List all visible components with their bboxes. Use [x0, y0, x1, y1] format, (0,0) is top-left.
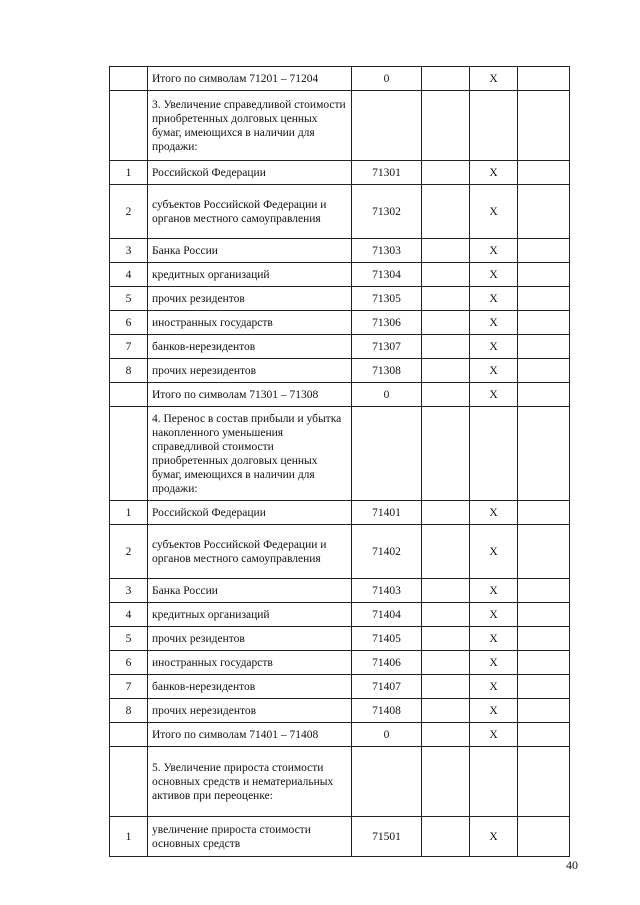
row-name: иностранных государств [148, 651, 352, 675]
row-code [352, 747, 422, 817]
empty-cell [422, 651, 470, 675]
row-code: 71407 [352, 675, 422, 699]
table-row [110, 817, 570, 857]
row-x-mark: X [470, 359, 518, 383]
empty-cell [518, 239, 570, 263]
empty-cell [518, 817, 570, 857]
row-code: 71302 [352, 185, 422, 239]
empty-cell [422, 723, 470, 747]
row-code: 0 [352, 383, 422, 407]
row-code: 71305 [352, 287, 422, 311]
row-x-mark: X [470, 525, 518, 579]
table-row [110, 675, 570, 699]
empty-cell [518, 579, 570, 603]
empty-cell [422, 579, 470, 603]
row-x-mark [470, 91, 518, 161]
table-body [110, 67, 570, 857]
empty-cell [422, 383, 470, 407]
row-x-mark: X [470, 311, 518, 335]
empty-cell [518, 603, 570, 627]
empty-cell [518, 359, 570, 383]
table-row [110, 185, 570, 239]
row-code: 0 [352, 723, 422, 747]
symbols-table [109, 66, 570, 857]
row-code: 71306 [352, 311, 422, 335]
total-row [110, 723, 570, 747]
empty-cell [422, 675, 470, 699]
table-row [110, 651, 570, 675]
row-number: 3 [110, 579, 148, 603]
row-x-mark: X [470, 627, 518, 651]
row-name: иностранных государств [148, 311, 352, 335]
row-name: 4. Перенос в состав прибыли и убытка накопленного уменьшения справедливой стоимости приобретенных долговых ценных бумаг, имеющихся в наличии для продажи: [148, 407, 352, 501]
row-code: 71308 [352, 359, 422, 383]
row-number [110, 407, 148, 501]
row-number: 8 [110, 699, 148, 723]
row-x-mark: X [470, 287, 518, 311]
row-x-mark: X [470, 383, 518, 407]
table-row [110, 263, 570, 287]
row-name: 3. Увеличение справедливой стоимости приобретенных долговых ценных бумаг, имеющихся в наличии для продажи: [148, 91, 352, 161]
table-row [110, 287, 570, 311]
row-x-mark: X [470, 603, 518, 627]
empty-cell [518, 525, 570, 579]
row-name: увеличение прироста стоимости основных средств [148, 817, 352, 857]
empty-cell [422, 311, 470, 335]
row-name: Банка России [148, 239, 352, 263]
row-code: 71406 [352, 651, 422, 675]
empty-cell [422, 335, 470, 359]
row-name: Банка России [148, 579, 352, 603]
empty-cell [422, 185, 470, 239]
row-x-mark [470, 407, 518, 501]
row-number: 8 [110, 359, 148, 383]
empty-cell [422, 263, 470, 287]
empty-cell [422, 67, 470, 91]
empty-cell [518, 723, 570, 747]
row-code: 71403 [352, 579, 422, 603]
empty-cell [518, 699, 570, 723]
row-x-mark: X [470, 185, 518, 239]
row-number: 4 [110, 603, 148, 627]
row-x-mark: X [470, 675, 518, 699]
empty-cell [518, 747, 570, 817]
row-x-mark: X [470, 335, 518, 359]
table-row [110, 335, 570, 359]
empty-cell [518, 287, 570, 311]
row-number: 2 [110, 185, 148, 239]
empty-cell [518, 161, 570, 185]
row-x-mark: X [470, 723, 518, 747]
empty-cell [422, 817, 470, 857]
empty-cell [422, 603, 470, 627]
row-number: 7 [110, 675, 148, 699]
row-code [352, 91, 422, 161]
row-code: 71501 [352, 817, 422, 857]
table-row [110, 579, 570, 603]
row-name: кредитных организаций [148, 263, 352, 287]
row-x-mark: X [470, 161, 518, 185]
row-x-mark: X [470, 579, 518, 603]
empty-cell [518, 185, 570, 239]
row-code: 71404 [352, 603, 422, 627]
row-name: прочих резидентов [148, 627, 352, 651]
empty-cell [422, 91, 470, 161]
row-number: 1 [110, 161, 148, 185]
row-name: субъектов Российской Федерации и органов местного самоуправления [148, 525, 352, 579]
row-number: 7 [110, 335, 148, 359]
empty-cell [518, 335, 570, 359]
empty-cell [518, 651, 570, 675]
empty-cell [422, 161, 470, 185]
empty-cell [422, 287, 470, 311]
table-row [110, 699, 570, 723]
table-row [110, 311, 570, 335]
row-code: 71405 [352, 627, 422, 651]
row-code: 71301 [352, 161, 422, 185]
row-number: 2 [110, 525, 148, 579]
empty-cell [422, 407, 470, 501]
row-name: Российской Федерации [148, 501, 352, 525]
row-number [110, 383, 148, 407]
section-row [110, 91, 570, 161]
section-row [110, 407, 570, 501]
row-x-mark: X [470, 817, 518, 857]
row-code [352, 407, 422, 501]
table-row [110, 239, 570, 263]
row-number: 3 [110, 239, 148, 263]
row-number: 1 [110, 817, 148, 857]
total-row [110, 383, 570, 407]
empty-cell [422, 627, 470, 651]
row-x-mark [470, 747, 518, 817]
row-x-mark: X [470, 501, 518, 525]
row-number [110, 91, 148, 161]
empty-cell [422, 359, 470, 383]
empty-cell [518, 407, 570, 501]
section-row [110, 747, 570, 817]
empty-cell [518, 627, 570, 651]
row-x-mark: X [470, 699, 518, 723]
row-number: 4 [110, 263, 148, 287]
row-code: 71402 [352, 525, 422, 579]
total-row [110, 67, 570, 91]
row-code: 71303 [352, 239, 422, 263]
row-name: Российской Федерации [148, 161, 352, 185]
row-code: 0 [352, 67, 422, 91]
row-number: 1 [110, 501, 148, 525]
row-number: 6 [110, 651, 148, 675]
empty-cell [422, 699, 470, 723]
row-name: кредитных организаций [148, 603, 352, 627]
row-name: банков-нерезидентов [148, 675, 352, 699]
empty-cell [518, 675, 570, 699]
empty-cell [518, 311, 570, 335]
row-name: прочих нерезидентов [148, 359, 352, 383]
row-name: прочих резидентов [148, 287, 352, 311]
row-code: 71408 [352, 699, 422, 723]
row-name: Итого по символам 71301 – 71308 [148, 383, 352, 407]
table-row [110, 627, 570, 651]
empty-cell [422, 239, 470, 263]
empty-cell [518, 383, 570, 407]
row-number: 6 [110, 311, 148, 335]
empty-cell [422, 747, 470, 817]
row-number [110, 67, 148, 91]
row-name: банков-нерезидентов [148, 335, 352, 359]
empty-cell [518, 91, 570, 161]
row-x-mark: X [470, 263, 518, 287]
empty-cell [518, 263, 570, 287]
row-number [110, 723, 148, 747]
row-name: Итого по символам 71401 – 71408 [148, 723, 352, 747]
row-x-mark: X [470, 651, 518, 675]
table-row [110, 161, 570, 185]
row-name: Итого по символам 71201 – 71204 [148, 67, 352, 91]
empty-cell [518, 67, 570, 91]
empty-cell [422, 525, 470, 579]
table-row [110, 603, 570, 627]
page-number: 40 [566, 858, 578, 872]
table-row [110, 501, 570, 525]
row-name: субъектов Российской Федерации и органов местного самоуправления [148, 185, 352, 239]
row-x-mark: X [470, 239, 518, 263]
row-number: 5 [110, 287, 148, 311]
empty-cell [518, 501, 570, 525]
empty-cell [422, 501, 470, 525]
row-name: прочих нерезидентов [148, 699, 352, 723]
row-number: 5 [110, 627, 148, 651]
row-code: 71307 [352, 335, 422, 359]
row-code: 71401 [352, 501, 422, 525]
row-x-mark: X [470, 67, 518, 91]
table-row [110, 525, 570, 579]
row-code: 71304 [352, 263, 422, 287]
table-row [110, 359, 570, 383]
row-number [110, 747, 148, 817]
row-name: 5. Увеличение прироста стоимости основных средств и нематериальных активов при переоценке: [148, 747, 352, 817]
